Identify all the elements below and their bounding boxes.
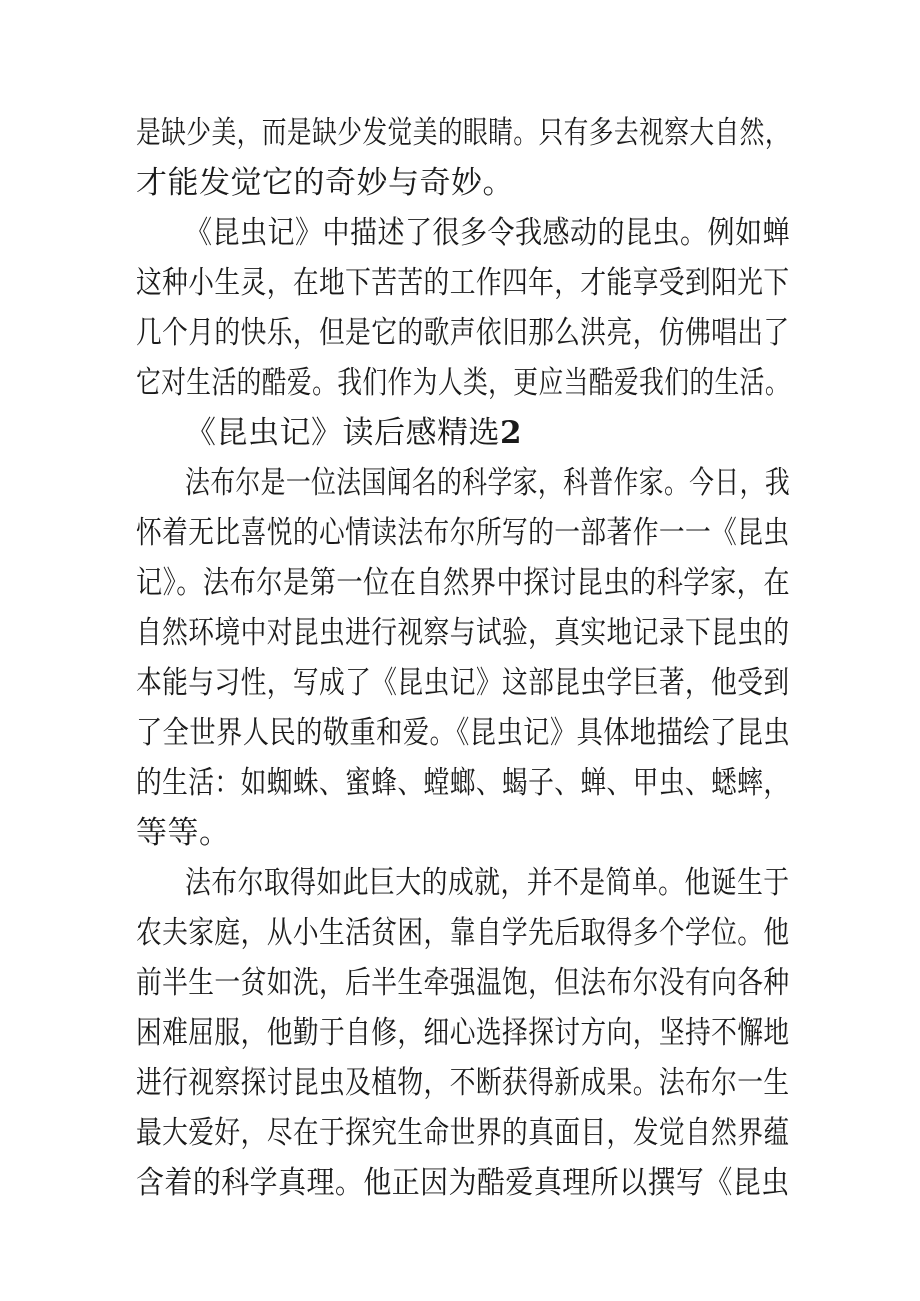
text-line: 的生活：如蜘蛛、蜜蜂、螳螂、蝎子、蝉、甲虫、蟋蟀， [136,765,790,801]
text-line: 几个月的快乐，但是它的歌声依旧那么洪亮，仿佛唱出了 [136,315,790,351]
text-line: 它对生活的酷爱。我们作为人类，更应当酷爱我们的生活。 [136,365,790,401]
text-line: 进行视察探讨昆虫及植物，不断获得新成果。法布尔一生 [136,1065,790,1101]
text-line: 困难屈服，他勤于自修，细心选择探讨方向，坚持不懈地 [136,1015,790,1051]
text-line: 最大爱好，尽在于探究生命世界的真面目，发觉自然界蕴 [136,1115,790,1151]
text-line: 前半生一贫如洗，后半生牵强温饱，但法布尔没有向各种 [136,965,790,1001]
text-line: 含着的科学真理。他正因为酷爱真理所以撰写《昆虫 [136,1165,790,1201]
text-line: 怀着无比喜悦的心情读法布尔所写的一部著作一一《昆虫 [136,515,790,551]
text-line: 农夫家庭，从小生活贫困，靠自学先后取得多个学位。他 [136,915,790,951]
text-line: 《昆虫记》中描述了很多令我感动的昆虫。例如蝉 [185,215,790,251]
text-line: 法布尔是一位法国闻名的科学家，科普作家。今日，我 [185,465,791,501]
text-line: 法布尔取得如此巨大的成就，并不是简单。他诞生于 [185,865,790,901]
section-heading-number: 2 [500,415,523,451]
text-line: 本能与习性，写成了《昆虫记》这部昆虫学巨著，他受到 [136,665,790,701]
text-line: 是缺少美，而是缺少发觉美的眼睛。只有多去视察大自然， [136,115,790,151]
text-line: 自然环境中对昆虫进行视察与试验，真实地记录下昆虫的 [136,615,790,651]
text-line: 才能发觉它的奇妙与奇妙。 [136,165,514,201]
text-line: 等等。 [136,815,231,851]
text-line: 这种小生灵，在地下苦苦的工作四年，才能享受到阳光下 [136,265,790,301]
text-line: 记》。法布尔是第一位在自然界中探讨昆虫的科学家，在 [136,565,791,601]
section-heading-text: 《昆虫记》读后感精选 [185,415,500,451]
section-heading [185,413,522,453]
text-line: 了全世界人民的敬重和爱。《昆虫记》具体地描绘了昆虫 [136,715,791,751]
